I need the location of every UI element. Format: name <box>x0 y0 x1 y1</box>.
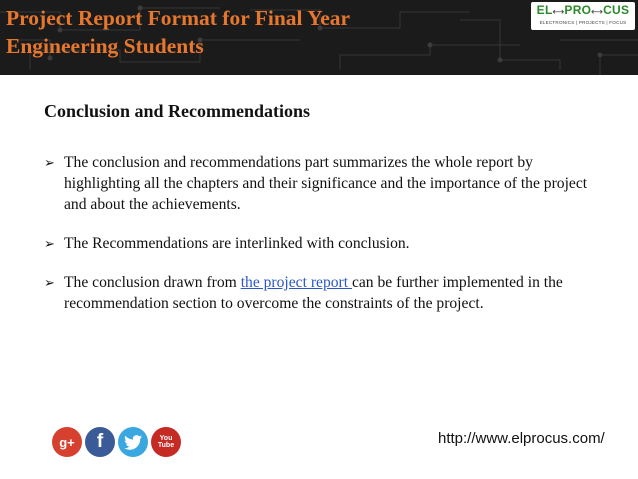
slide-header <box>0 0 638 75</box>
bullet-text-3-before: The conclusion drawn from <box>64 274 241 291</box>
bullet-item-2 <box>44 233 604 254</box>
arrow-bullet-icon: ➢ <box>44 155 55 170</box>
bullet-item-3 <box>44 272 604 314</box>
logo-wordmark: EL⟷PRO⟷CUS <box>536 3 630 17</box>
logo-tagline: ELECTRONICS | PROJECTS | FOCUS <box>539 20 627 25</box>
youtube-line-2: Tube <box>157 442 175 449</box>
section-heading: Conclusion and Recommendations <box>44 101 311 121</box>
youtube-line-1: You <box>159 434 173 442</box>
website-url[interactable]: http://www.elprocus.com/ <box>438 430 605 447</box>
elprocus-logo[interactable] <box>531 2 635 30</box>
title-line-1: Project Report Format for Final Year <box>6 6 351 30</box>
google-plus-icon[interactable] <box>52 427 82 457</box>
arrow-bullet-icon: ➢ <box>44 236 55 251</box>
logo-part-cus: CUS <box>603 3 630 17</box>
bullet-item-1 <box>44 152 604 215</box>
project-report-link[interactable]: the project report <box>240 274 352 291</box>
bullet-text-2: The Recommendations are interlinked with conclusion. <box>64 235 410 252</box>
bullet-text-1: The conclusion and recommendations part summarizes the whole report by highlighting all the chapters and their significance and the importance of the project and about the achievements. <box>64 154 588 213</box>
bullet-list <box>44 152 604 332</box>
logo-part-pro: PRO <box>564 3 592 17</box>
bullet-text-3-after: can be further implemented in the recommendation section to overcome the constraints of the project. <box>64 274 563 312</box>
social-icons <box>52 427 181 459</box>
facebook-icon[interactable] <box>85 427 115 457</box>
youtube-icon[interactable] <box>151 427 181 457</box>
twitter-icon[interactable] <box>118 427 148 457</box>
title-line-2: Engineering Students <box>6 34 204 58</box>
twitter-bird-icon <box>124 435 142 450</box>
arrow-bullet-icon: ➢ <box>44 275 55 290</box>
google-plus-glyph: g+ <box>59 434 75 450</box>
facebook-glyph: f <box>96 431 104 452</box>
page-title <box>6 4 350 60</box>
logo-part-el: EL <box>536 3 553 17</box>
